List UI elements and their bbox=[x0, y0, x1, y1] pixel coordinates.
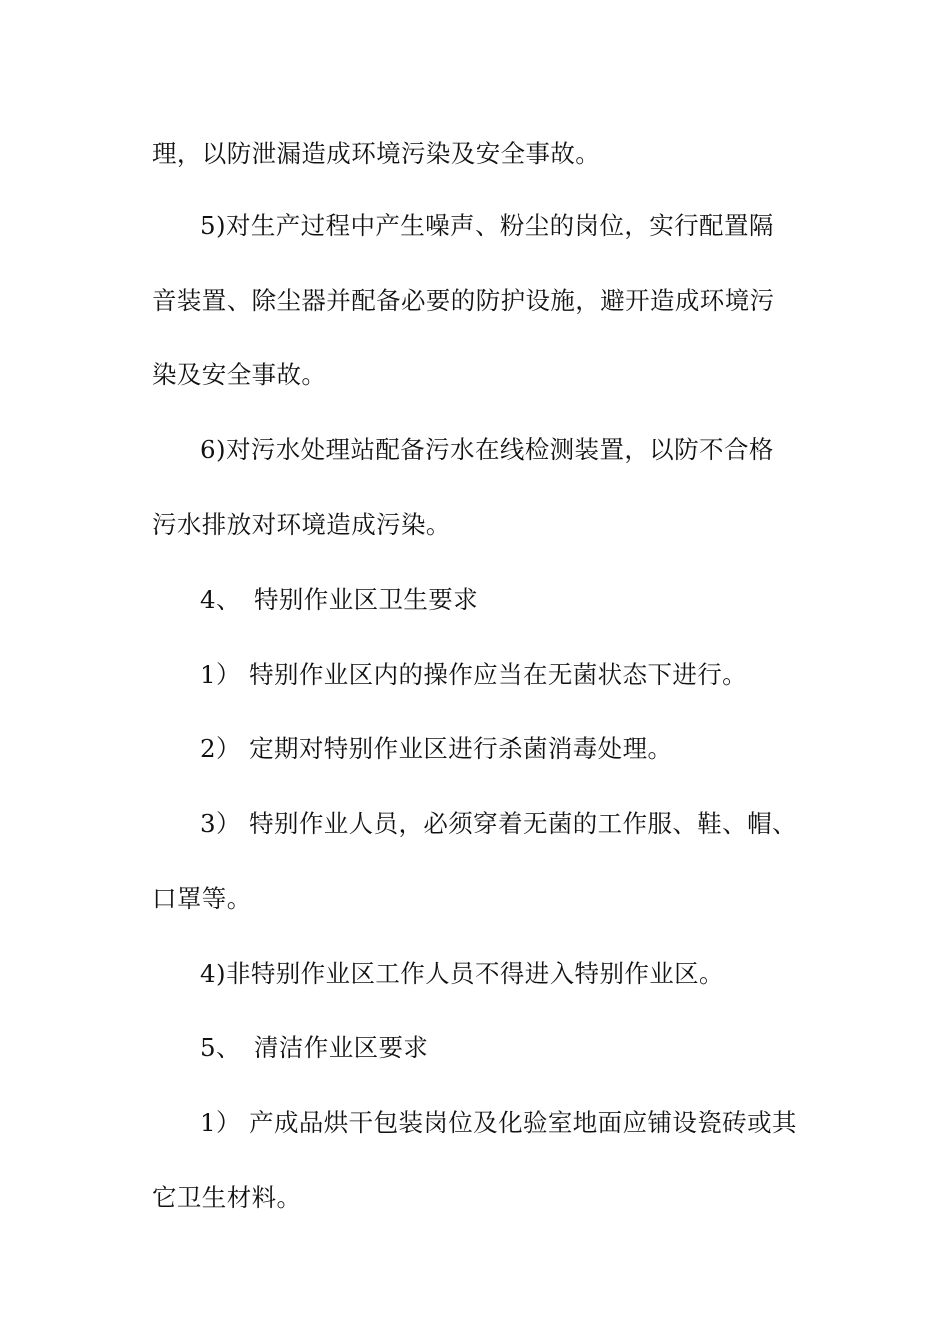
paragraph-line: 5)对生产过程中产生噪声、粉尘的岗位，实行配置隔 bbox=[200, 211, 774, 240]
section-number: 4、 bbox=[200, 585, 241, 614]
paragraph-line: 6)对污水处理站配备污水在线检测装置，以防不合格 bbox=[200, 435, 774, 464]
list-item: 4)非特别作业区工作人员不得进入特别作业区。 bbox=[200, 959, 724, 988]
paragraph-line: 它卫生材料。 bbox=[152, 1183, 302, 1212]
paragraph-line: 口罩等。 bbox=[152, 884, 252, 913]
list-item: 1） 产成品烘干包装岗位及化验室地面应铺设瓷砖或其 bbox=[200, 1108, 797, 1137]
section-heading-4 bbox=[200, 584, 812, 616]
list-item: 2） 定期对特别作业区进行杀菌消毒处理。 bbox=[200, 734, 673, 763]
section-number: 5、 bbox=[200, 1033, 241, 1062]
paragraph-line: 音装置、除尘器并配备必要的防护设施，避开造成环境污 bbox=[152, 286, 775, 315]
section-title: 清洁作业区要求 bbox=[254, 1033, 429, 1062]
section-heading-5 bbox=[200, 1032, 812, 1064]
section-title: 特别作业区卫生要求 bbox=[254, 585, 479, 614]
paragraph-line: 污水排放对环境造成污染。 bbox=[152, 510, 451, 539]
list-item: 3） 特别作业人员，必须穿着无菌的工作服、鞋、帽、 bbox=[200, 809, 797, 838]
paragraph-line: 染及安全事故。 bbox=[152, 360, 327, 389]
paragraph-line: 理，以防泄漏造成环境污染及安全事故。 bbox=[152, 139, 601, 168]
list-item: 1） 特别作业区内的操作应当在无菌状态下进行。 bbox=[200, 660, 748, 689]
